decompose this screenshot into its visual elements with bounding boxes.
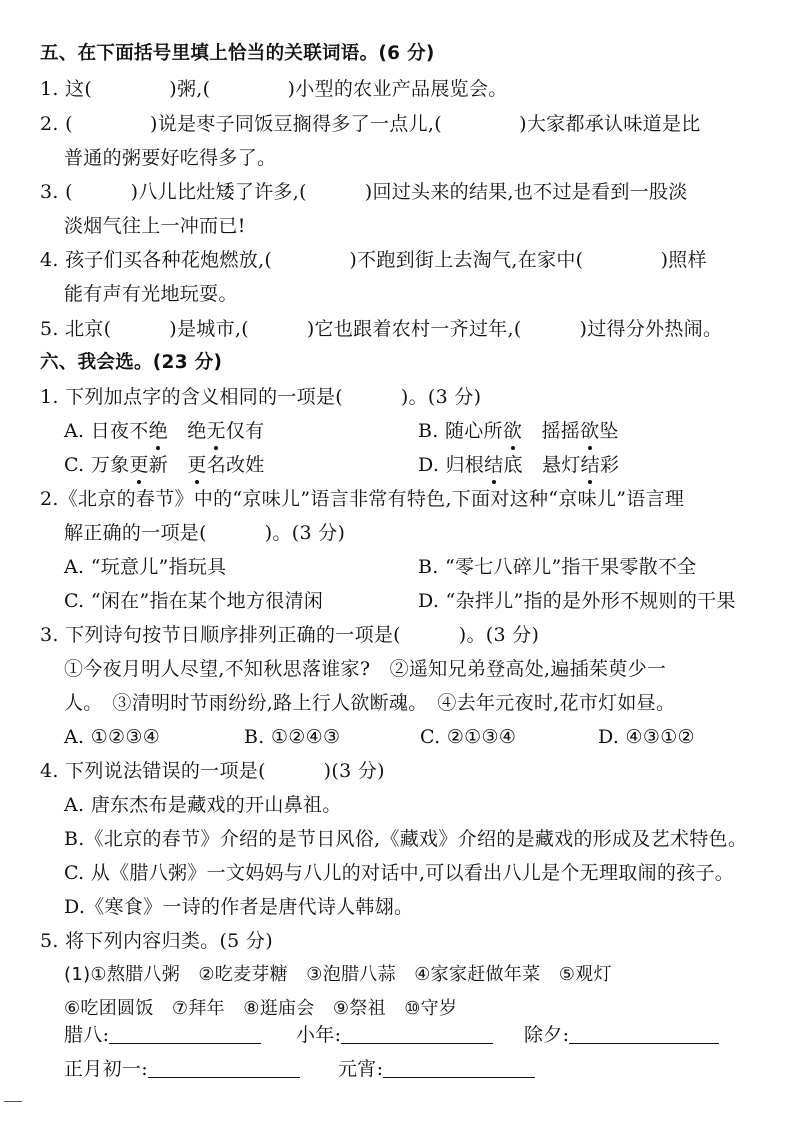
page-edge-mark: [4, 1101, 22, 1102]
s6-q2-stem-line-2: 解正确的一项是( )。(3 分): [64, 522, 346, 544]
dotted-char: 无: [206, 420, 226, 442]
fill-row-2b: [338, 1056, 535, 1082]
s6-q5-items-line-2: ⑥吃团圆饭 ⑦拜年 ⑧逛庙会 ⑨祭祖 ⑩守岁: [64, 998, 458, 1019]
dotted-char: 更: [129, 454, 149, 476]
s6-q3-poems-line-2: 人。 ③清明时节雨纷纷,路上行人欲断魂。 ④去年元夜时,花市灯如昼。: [64, 692, 676, 714]
answer-blank-laba[interactable]: [109, 1023, 261, 1044]
option-text: 名改姓: [206, 454, 265, 476]
s6-q2-option-d: D. “杂拌儿”指的是外形不规则的干果: [418, 590, 736, 612]
s6-q1-option-a: [64, 418, 264, 444]
answer-blank-zhengyue[interactable]: [148, 1057, 300, 1078]
s5-question-5: 5. 北京( )是城市,( )它也跟着农村一齐过年,( )过得分外热闹。: [40, 318, 723, 340]
section-five-heading: 五、在下面括号里填上恰当的关联词语。(6 分): [40, 43, 435, 64]
s6-q3-stem: 3. 下列诗句按节日顺序排列正确的一项是( )。(3 分): [40, 624, 540, 646]
s6-q4-option-d: D.《寒食》一诗的作者是唐代诗人韩翃。: [64, 896, 414, 918]
option-text: D. 归根: [418, 454, 485, 476]
s6-q4-stem: 4. 下列说法错误的一项是( )(3 分): [40, 760, 385, 782]
s6-q3-option-c: C. ②①③④: [420, 726, 517, 748]
option-text: 仅有: [225, 420, 265, 442]
option-text: A. 日夜不: [64, 420, 149, 442]
field-label-zhengyue: 正月初一:: [64, 1058, 148, 1080]
field-label-xiaonian: 小年:: [296, 1024, 342, 1046]
fill-row-2: [64, 1056, 300, 1082]
s6-q1-option-c: [64, 452, 265, 478]
s6-q2-option-c: C. “闲在”指在某个地方很清闲: [64, 590, 324, 612]
s5-question-1: 1. 这( )粥,( )小型的农业产品展览会。: [40, 78, 508, 100]
s6-q2-option-b: B. “零七八碎儿”指干果零散不全: [418, 556, 697, 578]
option-text: 坠: [599, 420, 619, 442]
s6-q1-option-d: [418, 452, 619, 478]
s6-q3-poems-line-1: ①今夜月明人尽望,不知秋思落谁家? ②遥知兄弟登高处,遍插茱萸少一: [64, 658, 667, 680]
dotted-char: 欲: [580, 420, 600, 442]
fill-row-1: [64, 1022, 261, 1048]
option-text: 新: [148, 454, 188, 476]
option-text: C. 万象: [64, 454, 130, 476]
option-text: 摇摇: [522, 420, 581, 442]
field-label-laba: 腊八:: [64, 1024, 110, 1046]
s6-q4-option-c: C. 从《腊八粥》一文妈妈与八儿的对话中,可以看出八儿是个无理取闹的孩子。: [64, 862, 735, 884]
option-text: B. 随心所: [418, 420, 503, 442]
fill-row-1c: [524, 1022, 719, 1048]
option-text: 绝: [167, 420, 207, 442]
s6-q5-stem: 5. 将下列内容归类。(5 分): [40, 930, 273, 952]
option-text: 底 悬灯: [503, 454, 581, 476]
s5-question-3-line-1: 3. ( )八儿比灶矮了许多,( )回过头来的结果,也不过是看到一股淡: [40, 181, 688, 203]
dotted-char: 绝: [148, 420, 168, 442]
s6-q2-option-a: A. “玩意儿”指玩具: [64, 556, 227, 578]
section-six-heading: 六、我会选。(23 分): [40, 352, 223, 373]
s5-question-2-line-1: 2. ( )说是枣子同饭豆搁得多了一点儿,( )大家都承认味道是比: [40, 113, 701, 135]
answer-blank-chuxi[interactable]: [569, 1023, 719, 1044]
s6-q5-items-line-1: (1)①熬腊八粥 ②吃麦芽糖 ③泡腊八蒜 ④家家赶做年菜 ⑤观灯: [64, 964, 612, 985]
s5-question-2-line-2: 普通的粥要好吃得多了。: [64, 147, 277, 169]
s6-q3-option-d: D. ④③①②: [598, 726, 695, 748]
s5-question-3-line-2: 淡烟气往上一冲而已!: [64, 215, 246, 237]
s6-q1-option-b: [418, 418, 619, 444]
answer-blank-yuanxiao[interactable]: [383, 1057, 535, 1078]
s6-q3-option-b: B. ①②④③: [244, 726, 341, 748]
s5-question-4-line-2: 能有声有光地玩耍。: [64, 283, 238, 305]
s5-question-4-line-1: 4. 孩子们买各种花炮燃放,( )不跑到街上去淘气,在家中( )照样: [40, 249, 707, 271]
s6-q3-option-a: A. ①②③④: [64, 726, 161, 748]
s6-q4-option-a: A. 唐东杰布是藏戏的开山鼻祖。: [64, 794, 342, 816]
field-label-chuxi: 除夕:: [524, 1024, 570, 1046]
s6-q1-stem: 1. 下列加点字的含义相同的一项是( )。(3 分): [40, 386, 482, 408]
dotted-char: 更: [187, 454, 207, 476]
answer-blank-xiaonian[interactable]: [341, 1023, 493, 1044]
s6-q2-stem-line-1: 2.《北京的春节》中的“京味儿”语言非常有特色,下面对这种“京味儿”语言理: [40, 488, 685, 510]
dotted-char: 结: [580, 454, 600, 476]
s6-q4-option-b: B.《北京的春节》介绍的是节日风俗,《藏戏》介绍的是藏戏的形成及艺术特色。: [64, 828, 748, 850]
fill-row-1b: [296, 1022, 493, 1048]
dotted-char: 结: [484, 454, 504, 476]
option-text: 彩: [599, 454, 620, 476]
field-label-yuanxiao: 元宵:: [338, 1058, 384, 1080]
dotted-char: 欲: [502, 420, 523, 442]
